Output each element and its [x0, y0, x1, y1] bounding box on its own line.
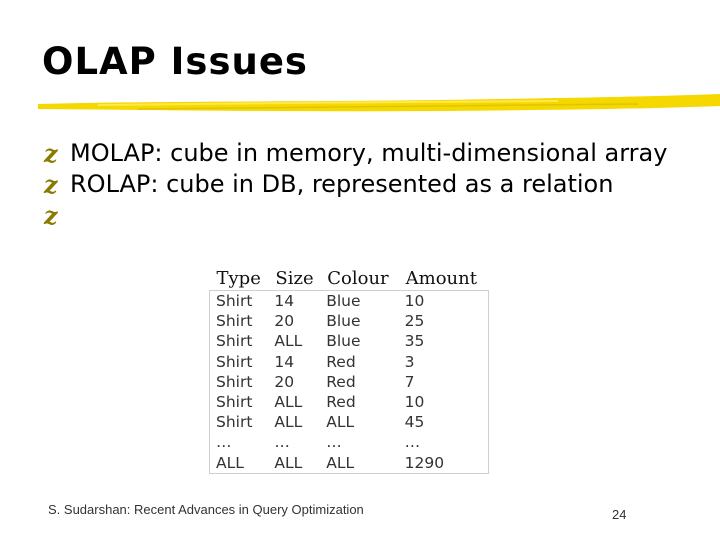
- table-cell: ALL: [326, 453, 355, 472]
- table-cell: ALL: [274, 332, 303, 351]
- bullet-rolap: [44, 169, 704, 200]
- table-row: [210, 311, 489, 331]
- column-header-amount: Amount: [399, 268, 489, 291]
- table-cell: ALL: [326, 413, 355, 432]
- table-cell: Shirt: [216, 292, 253, 310]
- footer-text: S. Sudarshan: Recent Advances in Query Optimization: [48, 502, 364, 517]
- table-cell: Shirt: [216, 352, 253, 371]
- table-cell: Shirt: [216, 332, 253, 351]
- table-cell: 20: [274, 312, 295, 331]
- bullet-list: [44, 138, 704, 230]
- table-cell: …: [216, 433, 232, 452]
- table-cell: Shirt: [216, 312, 253, 331]
- table-cell: ALL: [274, 413, 303, 432]
- table-cell: Shirt: [216, 413, 253, 432]
- table-row: [210, 372, 489, 392]
- table-cell: 25: [404, 312, 425, 331]
- table-cell: 35: [404, 332, 425, 351]
- table-cell: ALL: [274, 393, 303, 412]
- table-cell: 1290: [404, 453, 445, 472]
- table-row: [210, 412, 489, 432]
- table-cell: ALL: [216, 453, 244, 472]
- table-cell: Red: [326, 372, 356, 391]
- z-bullet-icon: z: [44, 170, 58, 199]
- table-cell: …: [404, 433, 421, 452]
- table-cell: 45: [404, 413, 425, 432]
- table-cell: 14: [274, 352, 295, 371]
- page-number: 24: [612, 507, 627, 522]
- table-cell: 10: [404, 393, 425, 412]
- table-cell: Blue: [326, 292, 361, 310]
- table-cell: Shirt: [216, 372, 253, 391]
- table-row: [210, 453, 489, 474]
- column-header-type: Type: [210, 268, 269, 291]
- table-cell: Shirt: [216, 393, 253, 412]
- z-bullet-icon: z: [44, 139, 58, 168]
- bullet-text: ROLAP: cube in DB, represented as a relation: [70, 170, 614, 198]
- table-row: [210, 352, 489, 372]
- table-cell: Red: [326, 393, 356, 412]
- table-cell: 3: [404, 352, 415, 371]
- column-header-colour: Colour: [320, 268, 398, 291]
- slide-title: OLAP Issues: [42, 40, 308, 83]
- column-header-size: Size: [268, 268, 320, 291]
- table-cell: ALL: [274, 453, 303, 472]
- table-row: [210, 291, 489, 312]
- table-body: [210, 291, 489, 474]
- relation-table: [209, 268, 489, 474]
- table-row: [210, 392, 489, 412]
- table-header-row: [210, 268, 489, 291]
- bullet-molap: [44, 138, 704, 169]
- table-cell: Blue: [326, 332, 361, 351]
- table-cell: …: [274, 433, 290, 452]
- table-row: [210, 331, 489, 351]
- table-cell: 7: [404, 372, 415, 391]
- table-cell: …: [326, 433, 342, 452]
- z-bullet-icon: z: [44, 201, 58, 230]
- table-cell: 10: [404, 292, 425, 310]
- relation-table-container: [209, 268, 489, 474]
- table-cell: 20: [274, 372, 295, 391]
- table-cell: Red: [326, 352, 356, 371]
- table-row: [210, 432, 489, 452]
- table-cell: Blue: [326, 312, 361, 331]
- bullet-text: MOLAP: cube in memory, multi-dimensional array: [70, 139, 668, 167]
- table-cell: 14: [274, 292, 295, 310]
- title-underline-decoration: [38, 92, 720, 122]
